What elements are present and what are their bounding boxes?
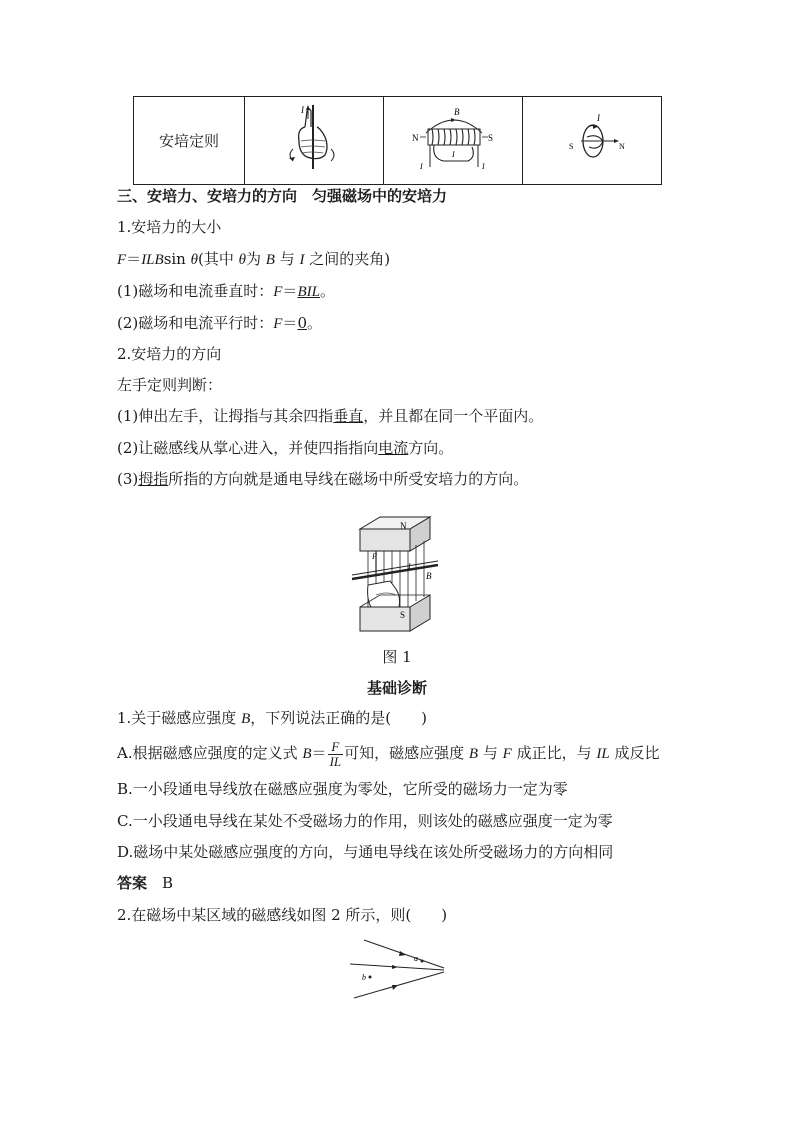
- ring-i-label: I: [597, 113, 600, 123]
- figure2-a-label: a: [414, 954, 418, 963]
- straight-wire-cell: [245, 97, 384, 185]
- figure1-s-label: S: [400, 610, 406, 620]
- table-label: 安培定则: [158, 132, 219, 150]
- perpendicular-answer: BIL: [297, 284, 320, 300]
- figure2-b-label: b: [362, 973, 366, 982]
- parallel-answer: 0: [297, 314, 307, 332]
- left-hand-step-3: (3)拇指所指的方向就是通电导线在磁场中所受安培力的方向。: [117, 470, 529, 488]
- table-label-cell: [134, 97, 245, 185]
- question-2: 2.在磁场中某区域的磁感线如图 2 所示，则( ): [117, 906, 448, 924]
- ampere-force-formula: F＝ILBsin θ(其中 θ为 B 与 I 之间的夹角): [117, 250, 391, 268]
- left-hand-step-2: (2)让磁感线从掌心进入，并使四指指向电流方向。: [117, 439, 454, 457]
- solenoid-i-label-left: I: [420, 162, 423, 171]
- option-a: A.根据磁感应强度的定义式 B＝ $\frac{F}{IL}$ 可知，磁感应强度 B 与 F 成正比，与 IL 成反比: [117, 738, 660, 769]
- ampere-rule-table: [133, 96, 662, 185]
- parallel-case: (2)磁场和电流平行时：F＝0。: [117, 314, 322, 332]
- ring-current-right-hand-figure: [523, 97, 661, 180]
- solenoid-i-label-mid: I: [452, 150, 455, 159]
- figure-1-caption: 图 1: [382, 648, 412, 666]
- figure1-b-label: B: [426, 571, 432, 581]
- figure1-n-label: N: [400, 521, 407, 531]
- option-b: B.一小段通电导线放在磁感应强度为零处，它所受的磁场力一定为零: [117, 780, 568, 798]
- straight-wire-right-hand-figure: [245, 97, 383, 180]
- ring-n-label: N: [619, 142, 625, 151]
- option-c: C.一小段通电导线在某处不受磁场力的作用，则该处的磁感应强度一定为零: [117, 812, 613, 830]
- answer-line: [117, 873, 173, 893]
- definition-fraction: $\frac{F}{IL}$: [329, 738, 342, 769]
- question-1: 1.关于磁感应强度 B，下列说法正确的是( ): [117, 709, 427, 727]
- left-hand-step-1: (1)伸出左手，让拇指与其余四指垂直，并且都在同一个平面内。: [117, 407, 544, 425]
- subheading-force-magnitude: 1.安培力的大小: [117, 218, 222, 236]
- figure-2-field-lines: [346, 934, 450, 1004]
- ring-s-label: S: [569, 142, 574, 151]
- solenoid-i-label-right: I: [482, 162, 485, 171]
- solenoid-right-hand-figure: [384, 97, 522, 180]
- section-heading: 三、安培力、安培力的方向 匀强磁场中的安培力: [117, 187, 448, 205]
- wire-current-label: I: [301, 105, 304, 115]
- solenoid-b-label: B: [454, 107, 460, 117]
- answer-value: B: [162, 874, 174, 892]
- solenoid-n-label: N: [412, 133, 419, 143]
- diagnosis-title: 基础诊断: [366, 679, 427, 697]
- subheading-force-direction: 2.安培力的方向: [117, 345, 222, 363]
- option-d: D.磁场中某处磁感应强度的方向，与通电导线在该处所受磁场力的方向相同: [117, 843, 614, 861]
- figure-1-left-hand-rule: [346, 515, 446, 637]
- ring-current-cell: [523, 97, 662, 185]
- perpendicular-case: (1)磁场和电流垂直时：F＝BIL。: [117, 282, 335, 300]
- solenoid-cell: [384, 97, 523, 185]
- figure1-i-label: I: [408, 562, 411, 571]
- answer-label: 答案: [117, 874, 148, 892]
- figure1-f-label: F: [372, 552, 377, 561]
- left-hand-rule-intro: 左手定则判断：: [117, 376, 223, 394]
- solenoid-s-label: S: [488, 133, 494, 143]
